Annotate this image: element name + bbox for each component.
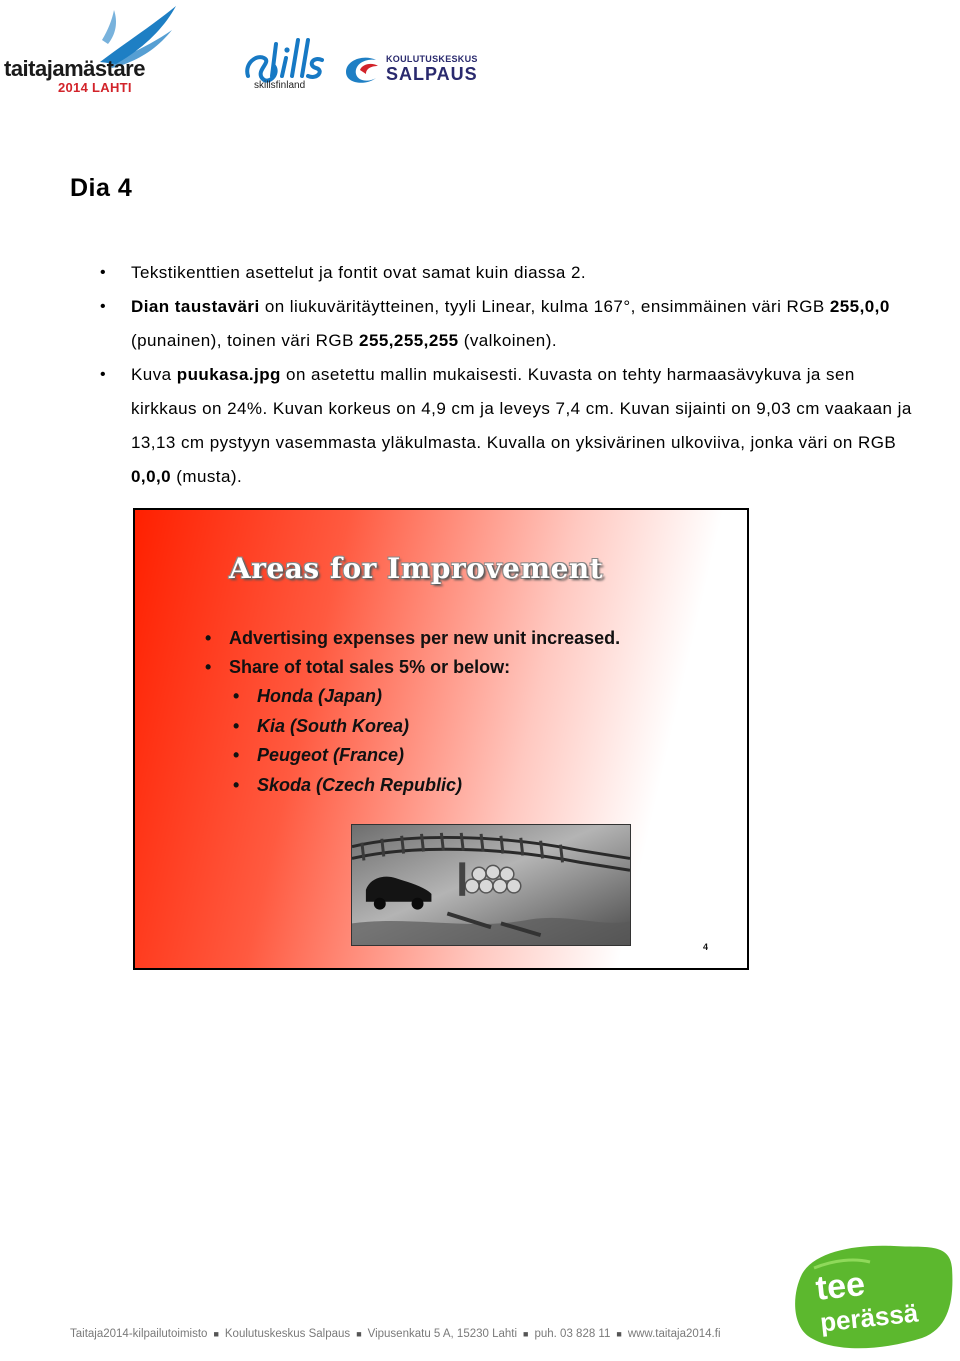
- footer-organization: Koulutuskeskus Salpaus: [224, 1328, 351, 1340]
- instruction-text: (punainen), toinen väri RGB: [131, 331, 360, 350]
- instruction-text: on asetettu mallin mukaisesti. Kuvasta on tehty harmaasävykuva ja sen kirkkaus on 24%. Kuvan korkeus on 4,9 cm ja leveys 7,4 cm. Kuvan sijainti on 9,03 cm vaakaan ja 13,13 cm pystyyn vasemmasta yläkulmasta. Kuvalla on yksivärinen ulkoviiva, jonka väri on RGB: [131, 365, 912, 452]
- footer-phone: puh. 03 828 11: [534, 1328, 611, 1340]
- footer-separator: ■: [523, 1329, 529, 1339]
- footer-address: Vipusenkatu 5 A, 15230 Lahti: [367, 1328, 518, 1340]
- slide-bullet-item: • Advertising expenses per new unit increased.: [205, 624, 620, 653]
- instruction-item: [100, 256, 920, 290]
- slide-title: Areas for Improvement: [229, 552, 604, 585]
- instruction-emphasis: Dian taustaväri: [131, 297, 260, 316]
- instruction-text: on liukuväritäytteinen, tyyli Linear, kulma 167°, ensimmäinen väri RGB: [259, 297, 830, 316]
- salpaus-tagline: KOULUTUSKESKUS: [386, 54, 478, 64]
- salpaus-wordmark: SALPAUS: [386, 64, 478, 84]
- taitaja-year-city: 2014 LAHTI: [58, 80, 132, 95]
- woodpile-photo: [351, 824, 631, 946]
- slide-subbullet-item: • Kia (South Korea): [233, 712, 462, 742]
- instruction-text: (valkoinen).: [458, 331, 557, 350]
- slide-subbullet-item: • Honda (Japan): [233, 682, 462, 712]
- slide-preview: [133, 508, 749, 970]
- footer-office: Taitaja2014-kilpailutoimisto: [70, 1328, 208, 1340]
- footer-separator: ■: [356, 1329, 362, 1339]
- instruction-item: [100, 358, 920, 494]
- slide-subbullet-item: • Peugeot (France): [233, 741, 462, 771]
- instruction-text: Tekstikenttien asettelut ja fontit ovat samat kuin diassa 2.: [131, 263, 587, 282]
- slide-subbullet-list: [233, 682, 462, 800]
- tee-logo-line1: tee: [813, 1264, 867, 1308]
- instruction-item: [100, 290, 920, 358]
- instruction-emphasis: puukasa.jpg: [176, 365, 281, 384]
- taitaja-wordmark: taitajamästare: [4, 56, 145, 81]
- instruction-text: (musta).: [171, 467, 243, 486]
- instruction-emphasis: 255,255,255: [359, 331, 459, 350]
- footer-separator: ■: [213, 1329, 219, 1339]
- slide-number: 4: [703, 942, 709, 952]
- tee-logo-line2: perässä: [818, 1297, 920, 1338]
- tee-perassa-logo: [794, 1238, 956, 1354]
- slide-bullet-item: • Share of total sales 5% or below:: [205, 653, 620, 682]
- instruction-list: [100, 256, 920, 494]
- instruction-emphasis: 255,0,0: [829, 297, 890, 316]
- page-footer: [70, 1328, 721, 1340]
- slide-bullet-list: [205, 624, 620, 682]
- slide-subbullet-item: • Skoda (Czech Republic): [233, 771, 462, 801]
- skills-finland-wordmark: skillsfinland: [254, 80, 306, 91]
- footer-separator: ■: [616, 1329, 622, 1339]
- instruction-emphasis: 0,0,0: [131, 467, 172, 486]
- instruction-text: Kuva: [131, 365, 177, 384]
- footer-website[interactable]: www.taitaja2014.fi: [627, 1328, 721, 1340]
- page-heading: Dia 4: [70, 174, 133, 202]
